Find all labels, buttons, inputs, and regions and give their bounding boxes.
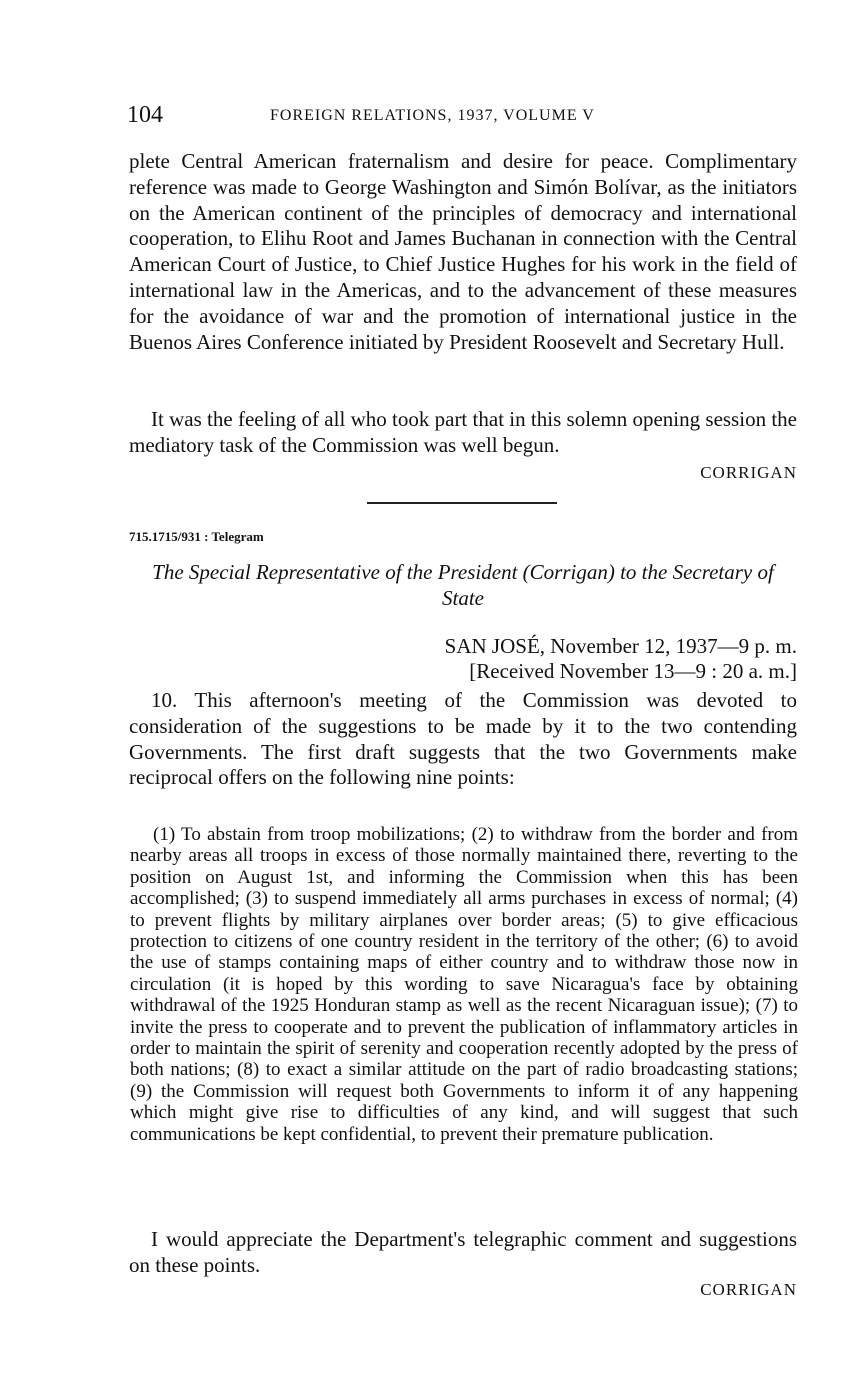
- continuation-paragraph: plete Central American fraternalism and desire for peace. Complimentary reference was made to George Washington and Simón Bolívar, as the initiators on the American continent of the principles of democracy and international cooperation, to Elihu Root and James Buchanan in connection with the Central American Court of Justice, to Chief Justice Hughes for his work in the field of international law in the Americas, and to the advancement of these measures for the avoidance of war and the promotion of international justice in the Buenos Aires Conference initiated by President Roosevelt and Secretary Hull.: [129, 149, 797, 354]
- page-number: 104: [127, 102, 163, 128]
- page-header: [127, 102, 797, 132]
- file-reference: 715.1715/931 : Telegram: [129, 529, 264, 544]
- document-title: The Special Representative of the President (Corrigan) to the Secretary of State: [152, 560, 774, 610]
- closing-paragraph: It was the feeling of all who took part that in this solemn opening session the mediatory task of the Commission was well begun.: [129, 407, 797, 457]
- paragraph-10: 10. This afternoon's meeting of the Commission was devoted to consideration of the suggestions to be made by it to the two contending Governments. The first draft suggests that the two Governments make reciprocal offers on the following nine points:: [129, 688, 797, 790]
- nine-points-quote: (1) To abstain from troop mobilizations; (2) to withdraw from the border and from nearby areas all troops in excess of those normally maintained there, reverting to the position on August 1st, and informing the Commission when this has been accomplished; (3) to suspend immediately all arms purchases in excess of normal; (4) to prevent flights by military airplanes over border areas; (5) to give efficacious protection to citizens of one country resident in the territory of the other; (6) to avoid the use of stamps containing maps of either country and to withdraw those now in circulation (it is hoped by this wording to save Nicaragua's face by obtaining withdrawal of the 1925 Honduran stamp as well as the recent Nicaraguan issue); (7) to invite the press to cooperate and to prevent the publication of inflammatory articles in order to maintain the spirit of serenity and cooperation recently adopted by the press of both nations; (8) to exact a similar attitude on the part of radio broadcasting stations; (9) the Commission will request both Governments to inform it of any happening which might give rise to difficulties of any kind, and will suggest that such communications be kept confidential, to prevent their premature publication.: [130, 824, 798, 1145]
- place-date-line: SAN JOSÉ, November 12, 1937—9 p. m.: [444, 634, 797, 658]
- signature-corrigan-1: CORRIGAN: [700, 463, 797, 482]
- running-title: FOREIGN RELATIONS, 1937, VOLUME V: [270, 107, 595, 124]
- section-divider: [367, 502, 557, 504]
- received-line: [Received November 13—9 : 20 a. m.]: [469, 659, 797, 683]
- request-paragraph: I would appreciate the Department's telegraphic comment and suggestions on these points.: [129, 1227, 797, 1277]
- signature-corrigan-2: CORRIGAN: [700, 1280, 797, 1299]
